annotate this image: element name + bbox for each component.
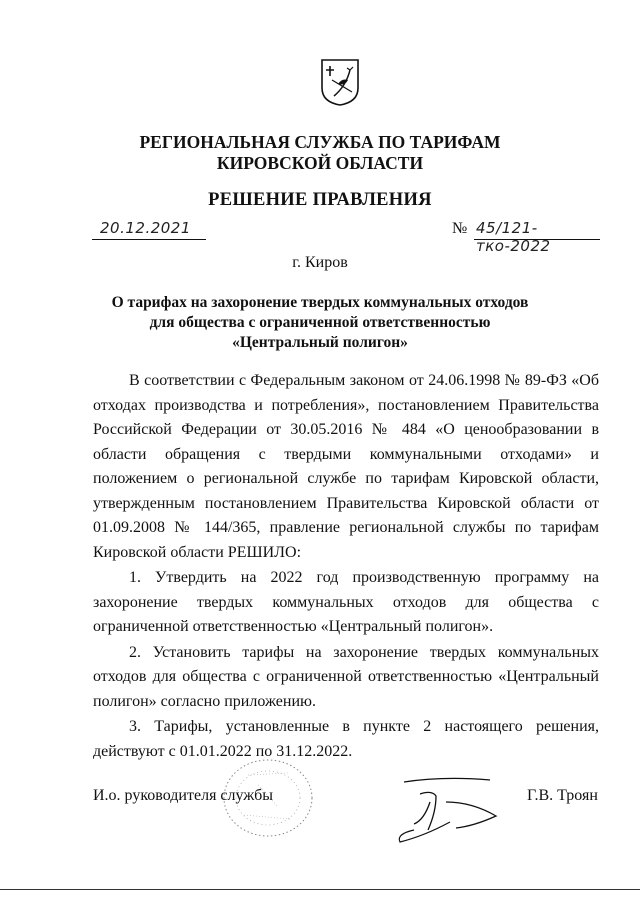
decision-item-1: 1. Утвердить на 2022 год производственную программу на захоронение твердых коммунальных отходов для общества с ограниченной ответственностью «Центральный полигон». [93, 569, 599, 635]
decision-date-field [92, 219, 206, 240]
signer-title: И.о. руководителя службы [93, 787, 274, 804]
subject-line3: «Центральный полигон» [232, 334, 408, 351]
number-label: № [452, 220, 468, 237]
agency-name-line2: КИРОВСКОЙ ОБЛАСТИ [216, 153, 424, 173]
decision-number-field [474, 219, 600, 255]
kirov-region-coat-of-arms-icon [320, 58, 360, 106]
handwritten-signature-icon [384, 772, 504, 844]
decision-body [93, 369, 599, 764]
preamble-paragraph: В соответствии с Федеральным законом от 24.06.1998 № 89-ФЗ «Об отходах производства и потребления», постановлением Правительства Российской Федерации от 30.05.2016 № 484 «О ценообразовании в области обращения с твердыми коммунальными отходами» и положением о региональной службе по тарифам Кировской области, утвержденным постановлением Правительства Кировской области от 01.09.2008 № 144/365, правление региональной службы по тарифам Кировской области РЕШИЛО: [93, 372, 599, 561]
document-type-title: РЕШЕНИЕ ПРАВЛЕНИЯ [208, 190, 432, 210]
decision-item-2: 2. Установить тарифы на захоронение твердых коммунальных отходов для общества с ограниченной ответственностью «Центральный полигон» согласно приложению. [93, 643, 599, 710]
decision-number: 45/121-тко-2022 [476, 219, 551, 255]
subject-line1: О тарифах на захоронение твердых коммунальных отходов [111, 294, 529, 311]
page-bottom-rule [0, 889, 640, 890]
subject-line2: для общества с ограниченной ответственностью [149, 314, 491, 331]
city: г. Киров [292, 254, 348, 271]
signer-name: Г.В. Троян [527, 787, 598, 804]
agency-name-line1: РЕГИОНАЛЬНАЯ СЛУЖБА ПО ТАРИФАМ [139, 132, 501, 152]
decision-date: 20.12.2021 [100, 219, 191, 237]
decision-item-3: 3. Тарифы, установленные в пункте 2 настоящего решения, действуют с 01.01.2022 по 31.12.2022. [93, 718, 599, 760]
